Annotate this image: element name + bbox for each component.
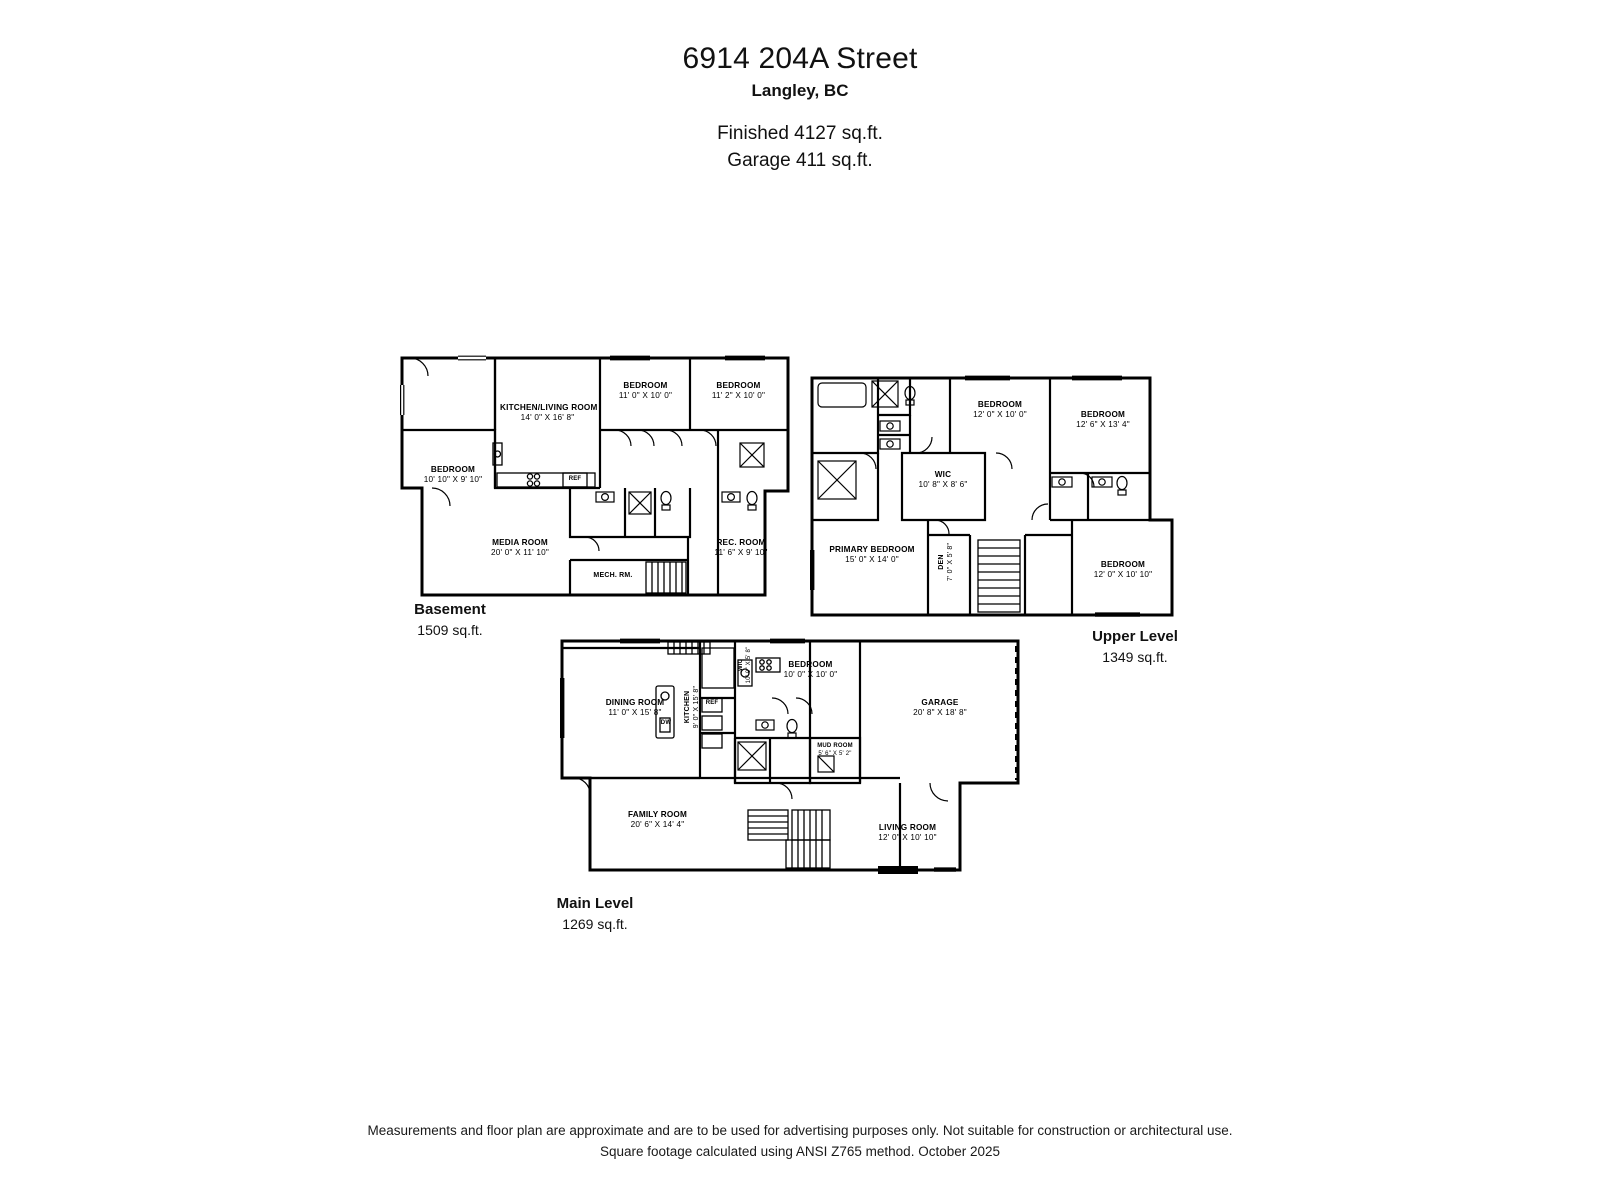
basement-caption: Basement 1509 sq.ft. [414,601,486,638]
room-label: BEDROOM 12' 6" X 13' 4" [1076,410,1130,429]
garage-area: Garage 411 sq.ft. [727,150,873,171]
room-label: MUD ROOM 5' 6" X 5' 2" [817,743,853,757]
room-label: BEDROOM 12' 0" X 10' 10" [1093,560,1153,579]
room-label: FAMILY ROOM 20' 6" X 14' 4" [627,810,688,829]
appliance-label: REF [568,476,582,482]
room-label: KITCHEN 9' 0" X 15' 8" [684,685,700,729]
disclaimer [0,1120,1600,1162]
room-label: BEDROOM 10' 10" X 9' 10" [423,465,483,484]
room-label: BEDROOM 12' 0" X 10' 0" [973,400,1027,419]
room-label: MEDIA ROOM 20' 0" X 11' 10" [491,538,549,557]
plan-header [0,40,1600,174]
page-subtitle: Langley, BC [751,81,849,100]
area-summary [0,120,1600,174]
room-label: REC. ROOM 11' 6" X 9' 10" [714,538,768,557]
room-label: DINING ROOM 11' 0" X 15' 8" [605,698,665,717]
upper-floorplan [810,375,1180,620]
main-caption: Main Level 1269 sq.ft. [556,895,634,932]
room-label: BEDROOM 11' 2" X 10' 0" [711,381,766,400]
room-label: BEDROOM 11' 0" X 10' 0" [618,381,673,400]
room-label: KITCHEN/LIVING ROOM 14' 0" X 16' 8" [500,403,598,422]
room-label: BEDROOM 10' 0" X 10' 0" [783,660,838,679]
appliance-label: DW [660,720,672,726]
finished-area: Finished 4127 sq.ft. [717,123,883,144]
appliance-label: REF [705,700,719,706]
upper-caption: Upper Level 1349 sq.ft. [1092,628,1178,665]
room-label: MECH. RM. [593,572,633,579]
main-floorplan [560,638,1020,888]
room-label: PRIMARY BEDROOM 15' 0" X 14' 0" [829,545,915,564]
room-label: WIC 10' 8" X 8' 6" [918,470,968,489]
disclaimer-line-2: Square footage calculated using ANSI Z765 method. October 2025 [599,1144,1000,1159]
room-label: DEN 7' 0" X 5' 8" [938,542,954,582]
disclaimer-line-1: Measurements and floor plan are approximate and are to be used for advertising purposes only. Not suitable for construction or architectural use. [367,1123,1233,1138]
basement-floorplan [400,355,800,605]
room-label: WIC 10' 0" X 5' 8" [738,646,752,684]
room-label: GARAGE 20' 8" X 18' 8" [913,698,967,717]
page-title: 6914 204A Street [682,42,918,75]
room-label: LIVING ROOM 12' 0" X 10' 10" [878,823,937,842]
